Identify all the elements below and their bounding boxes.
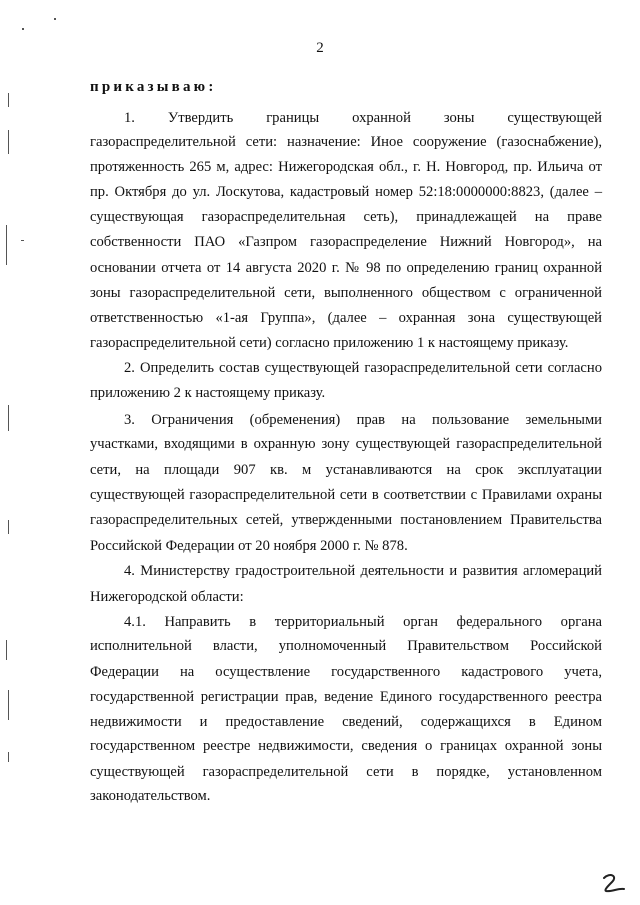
text-line: приложению 2 к настоящему приказу.	[90, 385, 326, 401]
text-line: государственной регистрации прав, ведение Единого государственного реестра	[90, 689, 602, 705]
text-line: исполнительной власти, уполномоченный Правительством Российской	[90, 638, 602, 654]
text-line: 4.1. Направить в территориальный орган федерального органа	[124, 614, 602, 630]
text-line: ответственностью «1-ая Группа», (далее – охранная зона существующей	[90, 310, 602, 326]
text-line: Российской Федерации от 20 ноября 2000 г. № 878.	[90, 538, 408, 554]
scan-dot	[54, 18, 56, 20]
text-line: существующая газораспределительная сеть), принадлежащей на праве	[90, 209, 602, 225]
text-line: государственном реестре недвижимости, сведения о границах охранной зоны	[90, 738, 602, 754]
text-line: законодательством.	[90, 788, 211, 804]
scan-line	[6, 640, 7, 660]
scan-line	[8, 405, 9, 431]
text-line: газораспределительных сетей, утвержденными постановлением Правительства	[90, 512, 602, 528]
text-line: 4. Министерству градостроительной деятельности и развития агломераций	[124, 563, 602, 579]
text-line: пр. Октября до ул. Лоскутова, кадастровый номер 52:18:0000000:8823, (далее –	[90, 184, 602, 200]
text-line: Федерации на осуществление государственного кадастрового учета,	[90, 664, 602, 680]
scan-line	[6, 225, 7, 265]
order-heading: приказываю:	[90, 79, 217, 95]
text-line: 2. Определить состав существующей газораспределительной сети согласно	[124, 360, 602, 376]
scan-line	[8, 690, 9, 720]
page-number: 2	[316, 40, 324, 56]
text-line: основании отчета от 14 августа 2020 г. № 98 по определению границ охранной	[90, 260, 602, 276]
text-line: существующей газораспределительной сети в порядке, установленном	[90, 764, 602, 780]
text-line: участками, входящими в охранную зону существующей газораспределительной	[90, 436, 602, 452]
text-line: собственности ПАО «Газпром газораспределение Нижний Новгород», на	[90, 234, 602, 250]
text-line: существующей газораспределительной сети в соответствии с Правилами охраны	[90, 487, 602, 503]
scan-line	[8, 93, 9, 107]
scan-dot	[21, 240, 24, 241]
scan-line	[8, 752, 9, 762]
text-line: сети, на площади 907 кв. м устанавливаются на срок эксплуатации	[90, 462, 602, 478]
text-line: 1. Утвердить границы охранной зоны существующей	[124, 110, 602, 126]
text-line: недвижимости и предоставление сведений, содержащихся в Едином	[90, 714, 602, 730]
scan-dot	[22, 28, 24, 30]
text-line: газораспределительной сети) согласно приложению 1 к настоящему приказу.	[90, 335, 569, 351]
text-line: зоны газораспределительной сети, выполненного обществом с ограниченной	[90, 285, 602, 301]
text-line: 3. Ограничения (обременения) прав на пользование земельными	[124, 412, 602, 428]
text-line: протяженность 265 м, адрес: Нижегородская обл., г. Н. Новгород, пр. Ильича от	[90, 159, 602, 175]
text-line: газораспределительной сети: назначение: Иное сооружение (газоснабжение),	[90, 134, 602, 150]
handwritten-page-mark-icon	[600, 872, 628, 894]
text-line: Нижегородской области:	[90, 589, 244, 605]
scan-line	[8, 130, 9, 154]
scan-line	[8, 520, 9, 534]
